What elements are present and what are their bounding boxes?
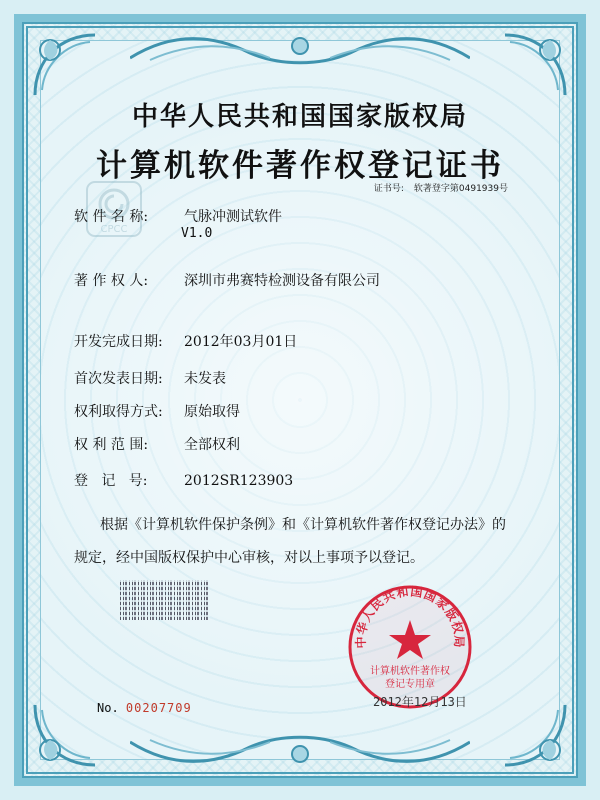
first-publish-row (74, 368, 226, 388)
seal-date: 2012年12月13日 (373, 695, 467, 709)
watermark-text: CPCC (100, 224, 128, 235)
corner-ornament-icon (30, 30, 100, 100)
corner-ornament-icon (500, 700, 570, 770)
statement (74, 509, 534, 575)
statement-line-1 (74, 509, 534, 542)
scope-row (74, 434, 240, 454)
seal-line-1: 计算机软件著作权 (370, 666, 450, 677)
owner-row (74, 270, 380, 290)
first-publish-value: 未发表 (184, 371, 226, 387)
software-name-row (74, 206, 282, 226)
scope-value: 全部权利 (184, 437, 240, 453)
acquisition-label: 权利取得方式: (74, 404, 163, 420)
certificate-number-value: 软著登字第0491939号 (413, 184, 508, 194)
scope-label: 权 利 范 围: (74, 437, 149, 453)
seal-ring-text: 中华人民共和国国家版权局 (353, 584, 467, 649)
bottom-scroll-ornament-icon (130, 732, 470, 772)
acquisition-value: 原始取得 (184, 404, 240, 420)
registration-row (74, 470, 293, 490)
completion-date-row (74, 331, 297, 351)
statement-line-1-text: 根据《计算机软件保护条例》和《计算机软件著作权登记办法》的 (100, 517, 506, 533)
owner-value: 深圳市弗赛特检测设备有限公司 (184, 273, 380, 289)
issuer-title: 中华人民共和国国家版权局 (131, 102, 468, 132)
corner-ornament-icon (500, 30, 570, 100)
corner-ornament-icon (30, 700, 100, 770)
acquisition-row (74, 401, 240, 421)
software-name-value: 气脉冲测试软件 (184, 209, 282, 225)
statement-line-2: 规定，经中国版权保护中心审核，对以上事项予以登记。 (74, 550, 424, 566)
seal-line-2: 登记专用章 (385, 679, 435, 690)
completion-date-label: 开发完成日期: (74, 334, 163, 350)
software-version: V1.0 (181, 226, 213, 241)
serial-prefix: No. (97, 701, 119, 715)
first-publish-label: 首次发表日期: (74, 371, 163, 387)
security-barcode-mask (120, 580, 210, 620)
registration-label: 登 记 号: (74, 473, 148, 489)
owner-label: 著 作 权 人: (74, 273, 149, 289)
software-name-label: 软 件 名 称: (74, 209, 149, 225)
certificate-title: 计算机软件著作权登记证书 (96, 148, 504, 184)
registration-value: 2012SR123903 (184, 473, 294, 489)
serial-number-value: 00207709 (125, 701, 192, 715)
certificate-number-label: 证书号: (373, 184, 404, 194)
serial-number (97, 701, 192, 715)
certificate-number (374, 181, 508, 194)
top-scroll-ornament-icon (130, 28, 470, 68)
completion-date-value: 2012年03月01日 (184, 334, 298, 350)
